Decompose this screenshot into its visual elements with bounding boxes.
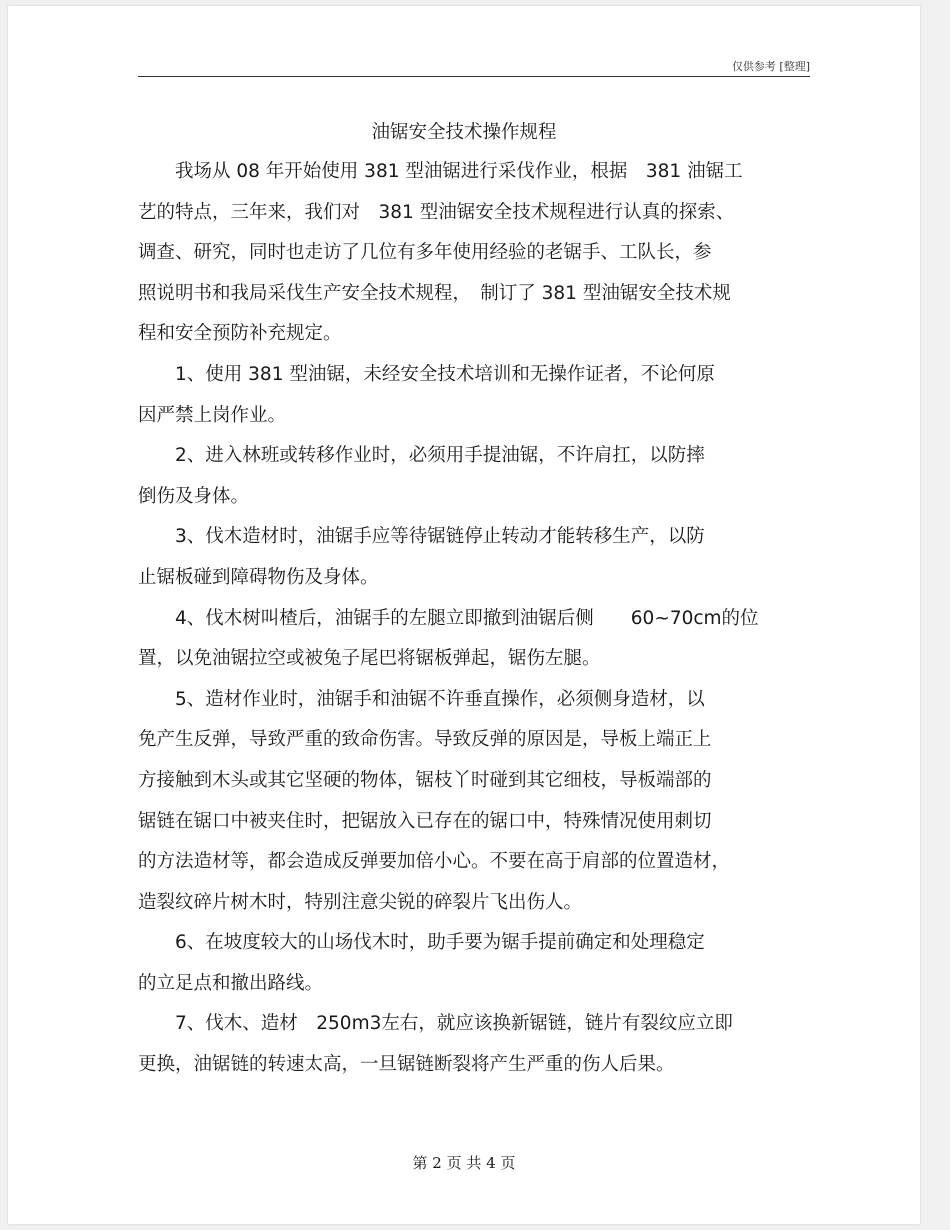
document-page xyxy=(8,6,920,1224)
paragraph xyxy=(138,355,810,436)
text-line: 置，以免油锯拉空或被兔子尾巴将锯板弹起，锯伤左腿。 xyxy=(138,648,601,670)
text-line: 照说明书和我局采伐生产安全技术规程， 制订了 381 型油锯安全技术规 xyxy=(138,282,731,304)
text-line: 3、伐木造材时，油锯手应等待锯链停止转动才能转移生产，以防 xyxy=(138,526,705,548)
text-line: 免产生反弹，导致严重的致命伤害。导致反弹的原因是，导板上端正上 xyxy=(138,729,712,751)
paragraph xyxy=(138,680,810,924)
text-line: 因严禁上岗作业。 xyxy=(138,404,287,426)
header-divider xyxy=(138,76,810,77)
text-line: 我场从 08 年开始使用 381 型油锯进行采伐作业，根据 381 油锯工 xyxy=(138,161,743,182)
text-line: 调查、研究，同时也走访了几位有多年使用经验的老锯手、工队长，参 xyxy=(138,242,712,264)
page-number: 第 2 页 共 4 页 xyxy=(412,1154,516,1172)
paragraph xyxy=(138,436,810,517)
text-line: 5、造材作业时，油锯手和油锯不许垂直操作，必须侧身造材，以 xyxy=(138,688,705,710)
text-line: 2、进入林班或转移作业时，必须用手提油锯，不许肩扛，以防摔 xyxy=(138,445,705,467)
text-line: 1、使用 381 型油锯，未经安全技术培训和无操作证者，不论何原 xyxy=(138,363,715,385)
text-line: 程和安全预防补充规定。 xyxy=(138,323,342,345)
paragraph xyxy=(138,517,810,598)
text-line: 的方法造材等，都会造成反弹要加倍小心。不要在高于肩部的位置造材， xyxy=(138,851,731,873)
text-line: 倒伤及身体。 xyxy=(138,485,250,507)
document-body xyxy=(138,152,810,1086)
paragraph xyxy=(138,1004,810,1085)
text-line: 锯链在锯口中被夹住时，把锯放入已存在的锯口中，特殊情况使用刺切 xyxy=(138,810,712,832)
text-line: 造裂纹碎片树木时，特别注意尖锐的碎裂片飞出伤人。 xyxy=(138,891,583,913)
text-line: 的立足点和撤出路线。 xyxy=(138,972,324,994)
text-line: 止锯板碰到障碍物伤及身体。 xyxy=(138,566,379,588)
text-line: 方接触到木头或其它坚硬的物体，锯枝丫时碰到其它细枝，导板端部的 xyxy=(138,769,712,791)
text-line: 7、伐木、造材 250m3左右，就应该换新锯链，链片有裂纹应立即 xyxy=(138,1013,733,1035)
text-line: 6、在坡度较大的山场伐木时，助手要为锯手提前确定和处理稳定 xyxy=(138,932,705,954)
paragraph xyxy=(138,923,810,1004)
text-line: 更换，油锯链的转速太高，一旦锯链断裂将产生严重的伤人后果。 xyxy=(138,1054,675,1076)
text-line: 艺的特点，三年来，我们对 381 型油锯安全技术规程进行认真的探索、 xyxy=(138,201,735,223)
paragraph xyxy=(138,152,810,355)
document-title: 油锯安全技术操作规程 xyxy=(371,122,557,143)
text-line: 4、伐木树叫楂后，油锯手的左腿立即撤到油锯后侧 60~70cm的位 xyxy=(138,607,759,629)
header-note: 仅供参考 [整理] xyxy=(731,60,810,73)
paragraph xyxy=(138,599,810,680)
